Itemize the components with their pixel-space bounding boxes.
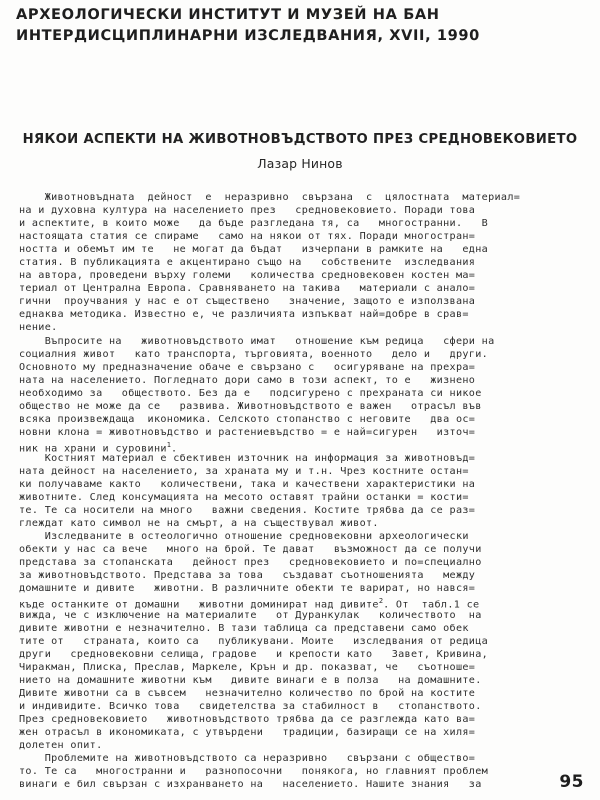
body-line: През средновековието животновъдството трябва да се разглежда като ва= [19,713,476,725]
body-line: Основното му предназначение обаче е свързано с осигуряване на прехра= [19,361,476,373]
body-line: тите от страната, които са публикувани. Моите изследвания от редица [19,635,489,647]
body-line: Въпросите на животновъдството имат отношение към редица сфери на [19,335,495,347]
body-line: къде останките от домашни животни доминират над дивите$^2$. От табл.1 се [19,597,480,611]
body-line: общество не може да се развива. Животновъдството е важен отрасъл във [19,400,482,412]
body-line: ността и обемът им те не могат да бъдат изчерпани в рамките на една [19,244,489,256]
body-line: долетен опит. [19,739,103,751]
body-line: нието на домашните животни към дивите винаги е в полза на домашните. [19,674,482,686]
body-line: Изследваните в остеологично отношение средновековни археологически [19,531,469,543]
body-line: те. Те са носители на много важни сведения. Костите трябва да се раз= [19,505,476,517]
article-title: НЯКОИ АСПЕКТИ НА ЖИВОТНОВЪДСТВОТО ПРЕЗ СРЕДНОВЕКОВИЕТО [22,132,578,147]
body-line: Животновъдната дейност е неразривно свързана с цялостната материал= [19,192,521,203]
body-line: ната дейност на населението, за храната му и т.н. Чрез костните остан= [19,465,469,477]
body-line: ната на населението. Погледнато дори само в този аспект, то е жизнено [19,374,476,386]
footnote-marker: 2 [378,597,384,606]
body-line: Проблемите на животновъдството са неразривно свързани с общество= [19,753,476,765]
body-line: настоящата статия се спираме само на някои от тях. Поради многостран= [19,231,476,243]
body-line: жен отрасъл в икономиката, с утвърдени традиции, базиращи се на хиля= [19,726,476,738]
body-line: вижда, че с изключение на материалите от Дуранкулак количеството на [19,609,482,621]
article-body [19,191,585,791]
body-line: и индивидите. Всичко това свидетелства за стабилност в стопанството. [19,700,482,712]
body-line: за животновъдството. Представа за това създават съотношенията между [19,570,476,582]
body-line: социалния живот като транспорта, търговията, военното дело и други. [19,348,489,360]
body-line: гични проучвания у нас е от съществено значение, защото е използвана [19,296,476,308]
journal-header-line-2: ИНТЕРДИСЦИПЛИНАРНИ ИЗСЛЕДВАНИЯ, XVII, 1990 [16,27,480,44]
body-line: новни клона = животновъдство и растениевъдство = е най=сигурен източ= [19,426,476,438]
body-line: ник на храни и суровини$^1$. [19,440,178,455]
body-line: и аспектите, в които може да бъде разгледана тя, са многостранни. В [19,218,489,230]
body-line: статия. В публикацията е акцентирано също на собствените изследвания [19,257,476,269]
journal-header [16,4,576,46]
body-line: обекти у нас са вече много на брой. Те дават възможност да се получи [19,544,482,556]
body-line: други средновековни селища, градове и крепости като Завет, Кривина, [19,648,489,660]
body-line: животните. След консумацията на месото оставят трайни останки = кости= [19,492,469,504]
body-line: нение. [19,322,58,334]
body-line: Дивите животни са в съвсем незначително количество по брой на костите [19,687,476,699]
body-line: винаги е бил свързан с изхранването на населението. Нашите знания за [19,779,482,791]
footnote-marker: 1 [166,440,172,449]
body-line: необходимо за обществото. Без да е подсигурено с прехраната си никое [19,387,482,399]
body-line: териал от Централна Европа. Сравняването на такива материали с анало= [19,283,476,295]
body-line: на автора, проведени върху големи количества средновековен костен ма= [19,270,476,282]
body-line: ки получаваме както количествени, така и качествени характеристики на [19,479,476,491]
body-line: на и духовна култура на населението през средновековието. Поради това [19,205,476,217]
body-line: еднаква методика. Известно е, че различията изпъкват най=добре в срав= [19,309,469,321]
body-line: глеждат като символ не на смърт, а на съществувал живот. [19,518,379,530]
body-line: Чиракман, Плиска, Преслав, Маркеле, Крън и др. показват, че съотноше= [19,661,476,673]
body-line: всяка произвеждаща икономика. Селското стопанство с неговите два ос= [19,413,476,425]
body-line: то. Те са многостранни и разнопосочни понякога, но главният проблем [19,766,489,778]
body-line: представа за стопанската дейност през средновековието и по=специално [19,557,482,569]
page-number: 95 [559,772,584,792]
journal-header-line-1: АРХЕОЛОГИЧЕСКИ ИНСТИТУТ И МУЗЕЙ НА БАН [16,6,440,23]
body-line: домашните и дивите животни. В различните обекти те варират, но нався= [19,583,476,595]
body-line: Костният материал е сбективен източник на информация за животновъд= [19,452,476,464]
article-author: Лазар Нинов [257,156,343,171]
body-line: дивите животни е незначително. В тази таблица са представени само обек [19,622,469,634]
